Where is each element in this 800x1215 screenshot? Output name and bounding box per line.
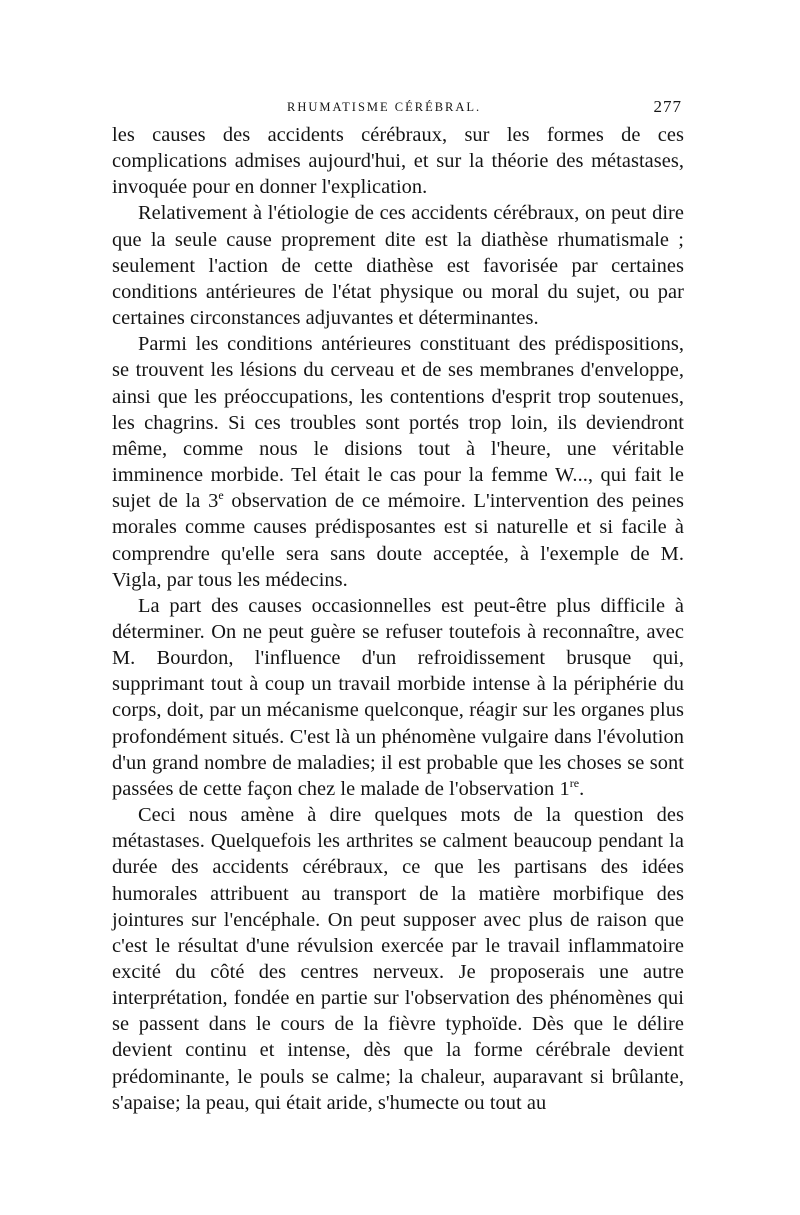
ordinal-superscript: e (218, 488, 224, 503)
paragraph-text: . (579, 777, 585, 800)
paragraph-text: Parmi les conditions antérieures constituant des prédispositions, se trouvent les lésions du cerveau et de ses membranes d'enveloppe, ainsi que les préoccupations, les contentions d'esprit trop soutenues, les chagrins. Si ces troubles sont portés trop loin, ils deviendront même, comme nous le disions tout à l'heure, une véritable imminence morbide. Tel était le cas pour la femme W..., qui fait le sujet de la 3 (112, 333, 684, 513)
paragraph-occasional-causes (112, 593, 684, 802)
paragraph-etiology (112, 200, 684, 331)
body-text (112, 122, 684, 1116)
paragraph-predispositions (112, 331, 684, 593)
page-number: 277 (653, 97, 682, 116)
paragraph-text: observation de ce mémoire. L'intervention des peines morales comme causes prédisposantes est si naturelle et si facile à comprendre qu'elle sera sans doute acceptée, à l'exemple de M. Vigla, par tous les médecins. (112, 490, 684, 591)
running-title: RHUMATISME CÉRÉBRAL. (287, 100, 482, 114)
paragraph-text: La part des causes occasionnelles est peut-être plus difficile à déterminer. On ne peut guère se refuser toutefois à reconnaître, avec M. Bourdon, l'influence d'un refroidissement brusque qui, supprimant tout à coup un travail morbide intense à la périphérie du corps, doit, par un mécanisme quelconque, réagir sur les organes plus profondément situés. C'est là un phénomène vulgaire dans l'évolution d'un grand nombre de maladies; il est probable que les choses se sont passées de cette façon chez le malade de l'observation 1 (112, 594, 684, 800)
ordinal-superscript: re (569, 775, 580, 790)
running-head (112, 96, 684, 122)
paragraph-continuation (112, 122, 684, 200)
paragraph-text: Ceci nous amène à dire quelques mots de la question des métastases. Quelquefois les arthrites se calment beaucoup pendant la durée des accidents cérébraux, ce que les partisans des idées humorales attribuent au transport de la matière morbifique des jointures sur l'encéphale. On peut supposer avec plus de raison que c'est le résultat d'une révulsion exercée par le travail inflammatoire excité du côté des centres nerveux. Je proposerais une autre interprétation, fondée en partie sur l'observation des phénomènes qui se passent dans le cours de la fièvre typhoïde. Dès que le délire devient continu et intense, dès que la forme cérébrale devient prédominante, le pouls se calme; la chaleur, auparavant si brûlante, s'apaise; la peau, qui était aride, s'humecte ou tout au (112, 804, 684, 1114)
paragraph-metastases (112, 802, 684, 1116)
book-page (112, 96, 684, 1116)
paragraph-text: Relativement à l'étiologie de ces accidents cérébraux, on peut dire que la seule cause proprement dite est la diathèse rhumatismale ; seulement l'action de cette diathèse est favorisée par certaines conditions antérieures de l'état physique ou moral du sujet, ou par certaines circonstances adjuvantes et déterminantes. (112, 202, 684, 330)
paragraph-text: les causes des accidents cérébraux, sur les formes de ces complications admises aujourd'hui, et sur la théorie des métastases, invoquée pour en donner l'explication. (112, 124, 684, 199)
